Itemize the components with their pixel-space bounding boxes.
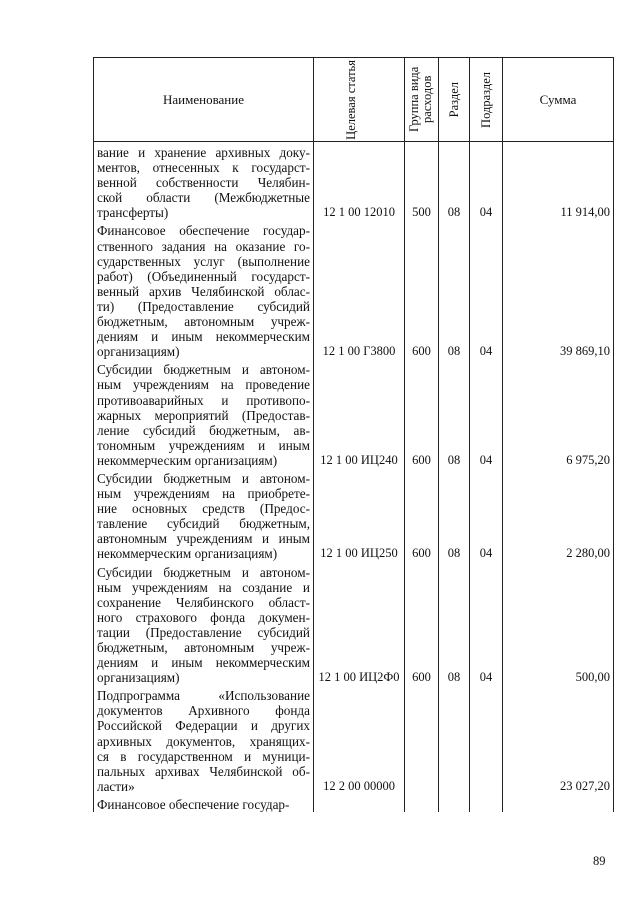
row-section — [439, 142, 470, 221]
name-line: противоаварийных и противопо- — [97, 392, 310, 408]
name-line: ным учреждениям на создание и — [97, 579, 310, 595]
row-sum — [503, 142, 614, 221]
row-expense-group — [405, 220, 439, 359]
row-expense-group-value: 500 — [412, 205, 431, 220]
row-subsection — [470, 794, 503, 812]
name-line: тавление субсидий бюджетным, — [97, 516, 310, 532]
row-expense-group-value: 600 — [412, 546, 431, 561]
table-row — [94, 685, 614, 794]
row-target — [314, 220, 405, 359]
row-expense-group — [405, 794, 439, 812]
name-line: ся в государственном и муници- — [97, 748, 310, 764]
row-section — [439, 685, 470, 794]
name-line: ние основных средств (Предос- — [97, 501, 310, 517]
name-line: ти) (Предоставление субсидий — [97, 298, 310, 314]
row-sum — [503, 359, 614, 468]
row-subsection-value: 04 — [479, 344, 493, 359]
row-name — [94, 794, 314, 812]
row-section-value: 08 — [447, 452, 461, 467]
row-subsection-value: 04 — [479, 452, 493, 467]
row-sum-value: 2 280,00 — [566, 546, 610, 561]
page-number: 89 — [593, 854, 606, 868]
name-line: ментов, отнесенных к государст- — [97, 160, 310, 176]
table-row — [94, 562, 614, 686]
row-sum — [503, 562, 614, 686]
row-expense-group — [405, 562, 439, 686]
row-section — [439, 220, 470, 359]
name-line: жарных мероприятий (Предостав- — [97, 407, 310, 423]
table-row — [94, 794, 614, 812]
row-sum-value: 39 869,10 — [560, 344, 610, 359]
row-target-value: 12 1 00 ИЦ2Ф0 — [318, 670, 400, 685]
row-section — [439, 468, 470, 562]
row-sum — [503, 685, 614, 794]
name-line: ление субсидий бюджетным, ав- — [97, 422, 310, 438]
name-line: некоммерческим организациям) — [97, 452, 278, 468]
row-expense-group — [405, 142, 439, 221]
row-section-value: 08 — [447, 546, 461, 561]
row-name — [94, 359, 314, 468]
row-target — [314, 562, 405, 686]
row-subsection — [470, 562, 503, 686]
row-expense-group-value: 600 — [412, 344, 431, 359]
row-section — [439, 359, 470, 468]
name-line: дениям и иным некоммерческим — [97, 329, 310, 345]
name-line: бюджетным, автономным учреж- — [97, 314, 310, 330]
header-row — [94, 58, 614, 142]
row-name — [94, 142, 314, 221]
row-section — [439, 794, 470, 812]
row-expense-group-value: 600 — [412, 670, 431, 685]
row-target-value: 12 1 00 ИЦ250 — [320, 546, 398, 561]
name-line: организациям) — [97, 344, 180, 360]
header-expense-group: Группа вида расходов — [405, 58, 439, 142]
row-subsection-value: 04 — [479, 205, 493, 220]
table-row — [94, 359, 614, 468]
row-expense-group-value: 600 — [412, 452, 431, 467]
row-section-value: 08 — [447, 205, 461, 220]
row-target — [314, 685, 405, 794]
table-row — [94, 468, 614, 562]
header-section: Раздел — [439, 58, 470, 142]
name-line: Субсидии бюджетным и автоном- — [97, 470, 310, 486]
name-line: Субсидии бюджетным и автоном- — [97, 564, 310, 580]
name-line: сударственных услуг (выполнение — [97, 253, 310, 269]
name-line: вание и хранение архивных доку- — [97, 145, 310, 160]
budget-table-wrapper — [93, 57, 613, 812]
row-target — [314, 468, 405, 562]
name-line: венной собственности Челябин- — [97, 175, 310, 191]
header-sum: Сумма — [503, 58, 614, 142]
name-line: венный архив Челябинской облас- — [97, 283, 310, 299]
row-subsection-value: 04 — [479, 670, 493, 685]
row-expense-group — [405, 359, 439, 468]
header-target: Целевая статья — [314, 58, 405, 142]
row-target — [314, 794, 405, 812]
name-line: пальных архивах Челябинской об- — [97, 763, 310, 779]
name-line: организациям) — [97, 670, 180, 686]
name-line: трансферты) — [97, 205, 169, 221]
name-line: ным учреждениям на проведение — [97, 377, 310, 393]
row-sum — [503, 220, 614, 359]
table-row — [94, 142, 614, 221]
table-row — [94, 220, 614, 359]
name-line: сохранение Челябинского област- — [97, 594, 310, 610]
name-line: бюджетным, автономным учреж- — [97, 640, 310, 655]
row-subsection-value: 04 — [479, 546, 493, 561]
row-target-value: 12 1 00 ИЦ240 — [320, 452, 398, 467]
row-target-value: 12 1 00 Г3800 — [322, 344, 396, 359]
row-name — [94, 685, 314, 794]
name-line: ственного задания на оказание го- — [97, 238, 310, 254]
name-line: ласти» — [97, 778, 135, 794]
name-line: некоммерческим организациям) — [97, 546, 278, 562]
name-line: тономным учреждениям и иным — [97, 437, 310, 453]
name-line: Российской Федерации и других — [97, 718, 310, 734]
name-line: Финансовое обеспечение государ- — [97, 796, 290, 812]
budget-table — [93, 57, 614, 812]
row-section-value: 08 — [447, 344, 461, 359]
row-subsection — [470, 685, 503, 794]
name-line: архивных документов, хранящих- — [97, 733, 310, 749]
row-sum-value: 23 027,20 — [560, 778, 610, 793]
row-target-value: 12 1 00 12010 — [323, 205, 395, 220]
row-expense-group — [405, 468, 439, 562]
header-name: Наименование — [94, 58, 314, 142]
row-sum-value: 500,00 — [575, 670, 610, 685]
row-name — [94, 562, 314, 686]
row-sum — [503, 794, 614, 812]
name-line: тации (Предоставление субсидий — [97, 624, 310, 640]
row-name — [94, 220, 314, 359]
row-target — [314, 142, 405, 221]
table-body — [94, 142, 614, 813]
header-subsection: Подраздел — [470, 58, 503, 142]
row-subsection — [470, 359, 503, 468]
row-name — [94, 468, 314, 562]
row-section-value: 08 — [447, 670, 461, 685]
name-line: документов Архивного фонда — [97, 703, 310, 719]
name-line: автономным учреждениям и иным — [97, 531, 310, 547]
row-subsection — [470, 468, 503, 562]
row-sum-value: 6 975,20 — [566, 452, 610, 467]
row-sum — [503, 468, 614, 562]
row-target — [314, 359, 405, 468]
name-line: ской области (Межбюджетные — [97, 190, 310, 206]
row-target-value: 12 2 00 00000 — [323, 778, 395, 793]
row-subsection — [470, 142, 503, 221]
name-line: ным учреждениям на приобрете- — [97, 486, 310, 502]
row-subsection — [470, 220, 503, 359]
row-sum-value: 11 914,00 — [560, 205, 610, 220]
row-expense-group — [405, 685, 439, 794]
name-line: дениям и иным некоммерческим — [97, 655, 310, 671]
row-section — [439, 562, 470, 686]
name-line: Подпрограмма «Использование — [97, 688, 310, 704]
name-line: Финансовое обеспечение государ- — [97, 223, 310, 239]
name-line: работ) (Объединенный государст- — [97, 268, 310, 284]
name-line: ного страхового фонда докумен- — [97, 609, 310, 625]
name-line: Субсидии бюджетным и автоном- — [97, 362, 310, 378]
